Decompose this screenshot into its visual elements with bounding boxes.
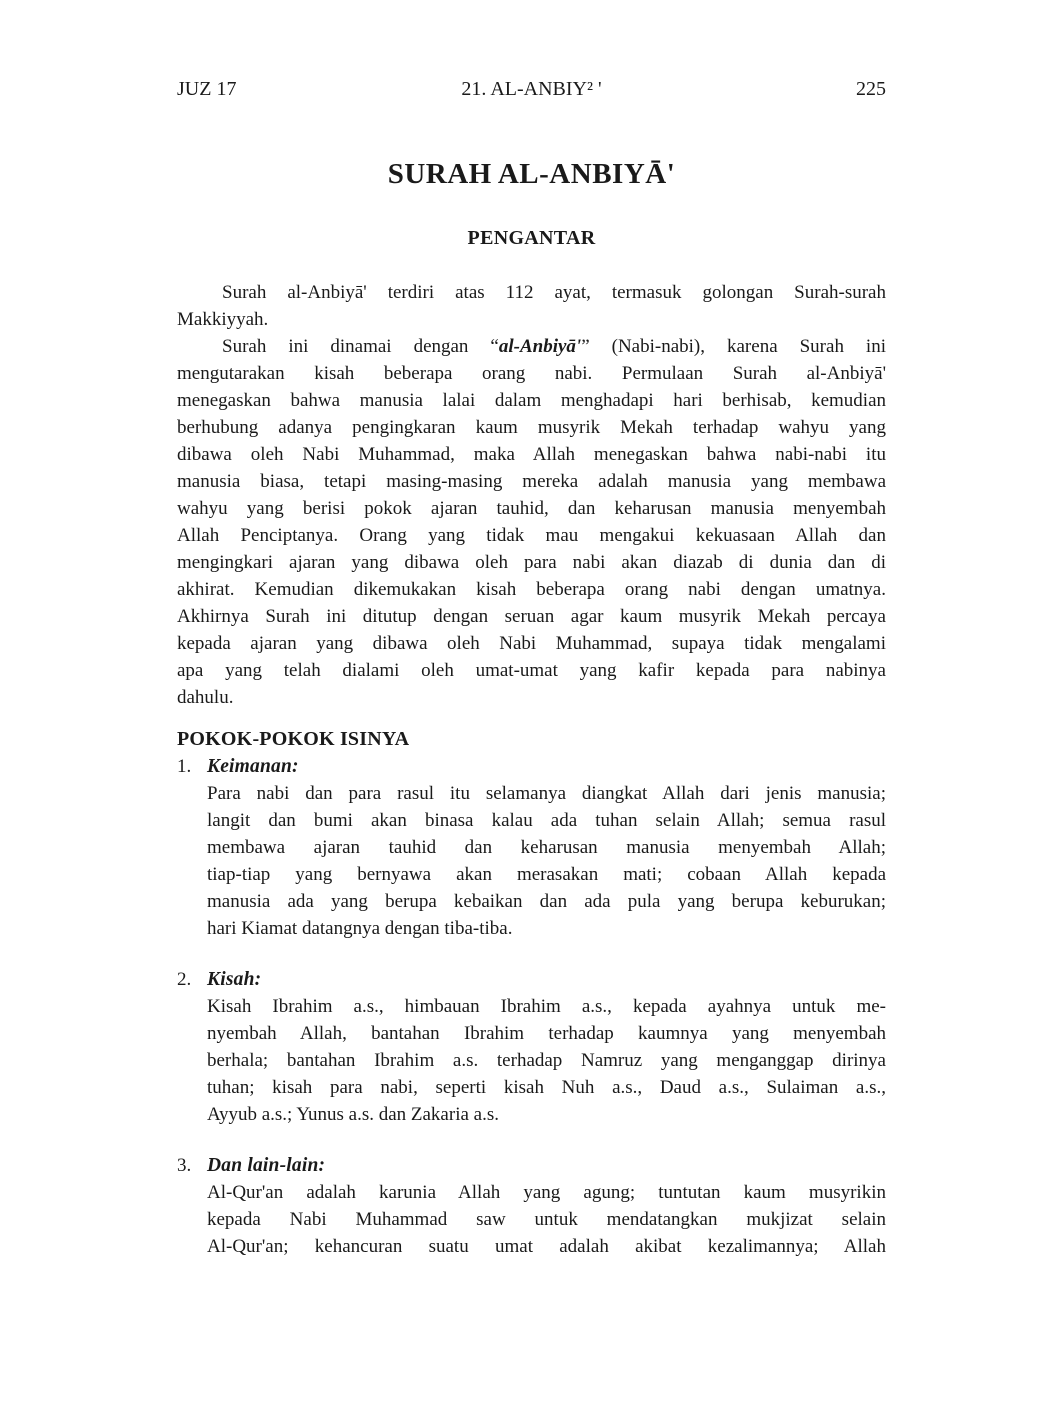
- contents-heading: POKOK-POKOK ISINYA: [177, 728, 410, 750]
- intro-paragraph-2-rest: mengutarakan kisah beberapa orang nabi. Permulaan Surah al-Anbiyā' menegaskan bahwa manusia lalai dalam menghadapi hari berhisab, kemudian berhubung adanya pengingkaran kaum musyrik Mekah terhadap wahyu yang dibawa oleh Nabi Muhammad, maka Allah menegaskan bahwa nabi-nabi itu manusia biasa, tetapi masing-masing mereka adalah manusia yang membawa wahyu yang berisi pokok ajaran tauhid, dan keharusan manusia menyembah Allah Penciptanya. Orang yang tidak mau mengakui kekuasaan Allah dan mengingkari ajaran yang dibawa oleh para nabi akan diazab di dunia dan di akhirat. Kemudian dikemukakan kisah beberapa orang nabi dengan umatnya. Akhirnya Surah ini ditutup dengan seruan agar kaum musyrik Mekah percaya kepada ajaran yang dibawa oleh Nabi Muhammad, supaya tidak mengalami apa yang telah dialami oleh umat-umat yang kafir kepada para nabinya dahulu.: [177, 363, 886, 708]
- intro-paragraph-2-first-line: [177, 333, 886, 360]
- item-title-kisah: Kisah:: [207, 969, 262, 990]
- list-item-keimanan: [177, 753, 886, 942]
- intro-paragraph-2: [177, 333, 886, 711]
- item-text-kisah: Kisah Ibrahim a.s., himbauan Ibrahim a.s., kepada ayahnya untuk me- nyembah Allah, bantahan Ibrahim terhadap kaumnya yang menyembah berhala; bantahan Ibrahim a.s. terhadap Namruz yang menganggap dirinya tuhan; kisah para nabi, seperti kisah Nuh a.s., Daud a.s., Sulaiman a.s., Ayyub a.s.; Yunus a.s. dan Zakaria a.s.: [207, 996, 886, 1125]
- item-number: 1.: [177, 756, 192, 777]
- contents-list: [177, 753, 886, 1260]
- list-item-dan-lain-lain: [177, 1152, 886, 1260]
- item-title-dan-lain-lain: Dan lain-lain:: [207, 1155, 326, 1176]
- item-title-keimanan: Keimanan:: [207, 756, 299, 777]
- page-content: [177, 0, 886, 1260]
- page-number: 225: [856, 78, 886, 100]
- item-text-keimanan: Para nabi dan para rasul itu selamanya diangkat Allah dari jenis manusia; langit dan bumi akan binasa kalau ada tuhan selain Allah; semua rasul membawa ajaran tauhid dan keharusan manusia menyembah Allah; tiap-tiap yang bernyawa akan merasakan mati; cobaan Allah kepada manusia ada yang berupa kebaikan dan ada pula yang berupa keburukan; hari Kiamat datangnya dengan tiba-tiba.: [207, 783, 886, 939]
- intro-section: [177, 279, 886, 711]
- chapter-header-label: 21. AL-ANBIY² ': [461, 78, 602, 100]
- item-text-dan-lain-lain: Al-Qur'an adalah karunia Allah yang agung; tuntutan kaum musyrikin kepada Nabi Muhammad saw untuk mendatangkan mukjizat selain Al-Qur'an; kehancuran suatu umat adalah akibat kezalimannya; Allah: [207, 1182, 886, 1257]
- list-item-kisah: [177, 966, 886, 1128]
- para2-line1-before: Surah ini dinamai dengan “: [222, 336, 499, 357]
- item-number: 3.: [177, 1155, 192, 1176]
- para2-line1-after: ” (Nabi-nabi), karena Surah ini: [581, 336, 886, 357]
- page-header: [177, 76, 886, 103]
- item-number: 2.: [177, 969, 192, 990]
- section-subtitle: PENGANTAR: [467, 227, 596, 249]
- intro-paragraph-1: Surah al-Anbiyā' terdiri atas 112 ayat, termasuk golongan Surah-surah Makkiyyah.: [177, 282, 886, 330]
- juz-label: JUZ 17: [177, 78, 237, 100]
- surah-name-emphasis: al-Anbiyā': [498, 336, 582, 357]
- page-title: SURAH AL-ANBIYĀ': [387, 158, 676, 190]
